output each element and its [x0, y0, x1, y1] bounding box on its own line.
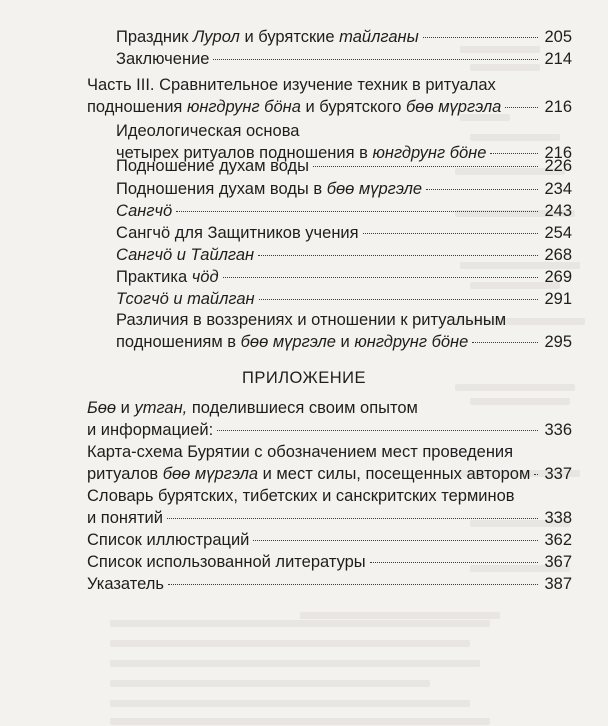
title-segment: Список иллюстраций: [87, 531, 250, 549]
page-number: 234: [544, 180, 572, 198]
toc-entry-line: [116, 331, 572, 353]
dot-leader: [472, 341, 538, 343]
toc-entry-title: [87, 529, 249, 551]
toc-entry[interactable]: [116, 26, 572, 48]
toc-entry-title: [116, 26, 419, 48]
toc-entry[interactable]: [87, 485, 572, 529]
toc-entry-line: [116, 266, 572, 288]
title-segment: Сангчö для Защитников учения: [116, 224, 359, 242]
toc-entry-title: [116, 309, 506, 331]
page-number: 387: [544, 575, 572, 593]
dot-leader: [490, 152, 538, 154]
toc-entry[interactable]: [116, 178, 572, 200]
dot-leader: [259, 298, 538, 300]
page-number: 269: [544, 268, 572, 286]
toc-entry[interactable]: [87, 74, 572, 118]
toc-entry-title: [87, 507, 163, 529]
toc-entry-title: [87, 573, 164, 595]
title-italic-segment: тайлганы: [339, 28, 419, 46]
title-segment: Идеологическая основа: [116, 122, 300, 140]
toc-entry-title: [87, 419, 213, 441]
title-segment: Различия в воззрениях и отношении к ритуальным: [116, 311, 507, 329]
dot-leader: [213, 58, 538, 60]
title-segment: Заключение: [116, 50, 210, 68]
title-segment: поделившиеся своим опытом: [187, 399, 418, 417]
title-segment: Список использованной литературы: [87, 553, 366, 571]
title-italic-segment: юнгдрунг бöне: [372, 144, 487, 162]
title-segment: подношения: [87, 98, 187, 116]
toc-entry-line: [87, 485, 572, 507]
dot-leader: [534, 473, 538, 475]
page-number: 214: [544, 50, 572, 68]
toc-entry-line: [87, 507, 572, 529]
toc-entry-title: [116, 244, 254, 266]
toc-entry-title: [116, 48, 209, 70]
toc-entry-line: [87, 397, 572, 419]
toc-entry-title: [116, 178, 422, 200]
page-number: 243: [544, 202, 572, 220]
toc-entry-title: [87, 485, 515, 507]
title-segment: и понятий: [87, 509, 163, 527]
toc-entry[interactable]: [116, 155, 572, 177]
dot-leader: [223, 276, 538, 278]
toc-entry-title: [116, 155, 309, 177]
toc-entry-title: [87, 397, 418, 419]
title-italic-segment: бөө мүргэла: [162, 465, 259, 483]
toc-entry-line: [116, 200, 572, 222]
page-number: 291: [544, 290, 572, 308]
toc-entry-line: [116, 309, 572, 331]
toc-entry-line: [87, 96, 572, 118]
toc-entry[interactable]: [116, 288, 572, 310]
title-segment: и бурятского: [300, 98, 406, 116]
title-italic-segment: бөө мүргэле: [326, 180, 423, 198]
title-segment: ритуалов: [87, 465, 163, 483]
title-segment: подношениям в: [116, 333, 241, 351]
toc-entry-title: [116, 120, 299, 142]
toc-entry-line: [87, 74, 572, 96]
toc-entry[interactable]: [116, 200, 572, 222]
toc-entry-line: [87, 463, 572, 485]
dot-leader: [217, 429, 538, 431]
dot-leader: [423, 36, 538, 38]
dot-leader: [176, 210, 538, 212]
toc-entry-line: [116, 178, 572, 200]
title-segment: Словарь бурятских, тибетских и санскритских терминов: [87, 487, 515, 505]
toc-entry[interactable]: [116, 48, 572, 70]
title-italic-segment: Сангчö и Тайлган: [116, 246, 255, 264]
toc-entry[interactable]: [116, 309, 572, 353]
dot-leader: [363, 232, 538, 234]
toc-entry-line: [116, 48, 572, 70]
dot-leader: [253, 539, 538, 541]
page-number: 337: [544, 465, 572, 483]
page-number: 226: [544, 157, 572, 175]
toc-entry[interactable]: [87, 529, 572, 551]
toc-entry-line: [116, 155, 572, 177]
toc-entry[interactable]: [116, 244, 572, 266]
toc-entry-title: [87, 551, 366, 573]
toc-entry-title: [116, 266, 219, 288]
toc-entry[interactable]: [87, 441, 572, 485]
title-segment: Указатель: [87, 575, 164, 593]
toc-entry-title: [87, 441, 513, 463]
page-number: 336: [544, 421, 572, 439]
title-italic-segment: Тсогчö и тайлган: [116, 290, 255, 308]
title-segment: Практика: [116, 268, 192, 286]
page-number: 362: [544, 531, 572, 549]
toc-entry-line: [87, 573, 572, 595]
toc-entry-title: [87, 74, 496, 96]
toc-entry-line: [87, 551, 572, 573]
page-number: 295: [544, 333, 572, 351]
title-italic-segment: юнгдрунг бöне: [354, 333, 469, 351]
title-italic-segment: Сангчö: [116, 202, 173, 220]
page-number: 216: [544, 98, 572, 116]
page-number: 205: [544, 28, 572, 46]
toc-entry[interactable]: [87, 397, 572, 441]
page-number: 268: [544, 246, 572, 264]
title-segment: и: [335, 333, 355, 351]
title-segment: и мест силы, посещенных автором: [258, 465, 531, 483]
title-segment: Карта-схема Бурятии с обозначением мест проведения: [87, 443, 514, 461]
title-segment: и: [116, 399, 135, 417]
toc-entry-title: [87, 463, 530, 485]
toc-entry-line: [87, 419, 572, 441]
title-segment: и бурятские: [239, 28, 340, 46]
toc-entry[interactable]: [87, 573, 572, 595]
title-segment: Подношения духам воды в: [116, 180, 327, 198]
title-segment: и информацией:: [87, 421, 214, 439]
toc-entry-line: [116, 222, 572, 244]
title-segment: Часть III. Сравнительное изучение техник в ритуалах: [87, 76, 496, 94]
dot-leader: [426, 188, 538, 190]
title-italic-segment: бөө мүргэла: [405, 98, 502, 116]
dot-leader: [258, 254, 538, 256]
page-number: 367: [544, 553, 572, 571]
dot-leader: [313, 165, 538, 167]
toc-entry-title: [116, 288, 255, 310]
dot-leader: [505, 106, 538, 108]
toc-entry-line: [87, 441, 572, 463]
toc-entry[interactable]: [87, 551, 572, 573]
page-number: 338: [544, 509, 572, 527]
toc-entry[interactable]: [116, 222, 572, 244]
appendix-heading: ПРИЛОЖЕНИЕ: [241, 369, 367, 387]
title-italic-segment: Лурол: [193, 28, 240, 46]
toc-entry-title: [116, 222, 359, 244]
page-number: 254: [544, 224, 572, 242]
title-italic-segment: Бөө: [87, 399, 117, 417]
title-segment: четырех ритуалов подношения в: [116, 144, 373, 162]
toc-entry-line: [116, 26, 572, 48]
toc-entry-line: [116, 244, 572, 266]
dot-leader: [370, 561, 538, 563]
title-italic-segment: чöд: [191, 268, 219, 286]
dot-leader: [168, 583, 538, 585]
dot-leader: [167, 517, 538, 519]
toc-entry[interactable]: [116, 266, 572, 288]
title-italic-segment: бөө мүргэле: [240, 333, 336, 351]
toc-entry-title: [87, 96, 501, 118]
toc-entry-title: [116, 331, 468, 353]
toc-entry-line: [116, 120, 572, 142]
title-segment: Праздник: [116, 28, 193, 46]
title-segment: Подношение духам воды: [116, 157, 310, 175]
toc-entry-line: [116, 288, 572, 310]
toc-entry-line: [87, 529, 572, 551]
toc-entry-title: [116, 200, 172, 222]
title-italic-segment: юнгдрунг бöна: [186, 98, 301, 116]
page-number: 216: [544, 144, 572, 162]
title-italic-segment: утган,: [134, 399, 188, 417]
